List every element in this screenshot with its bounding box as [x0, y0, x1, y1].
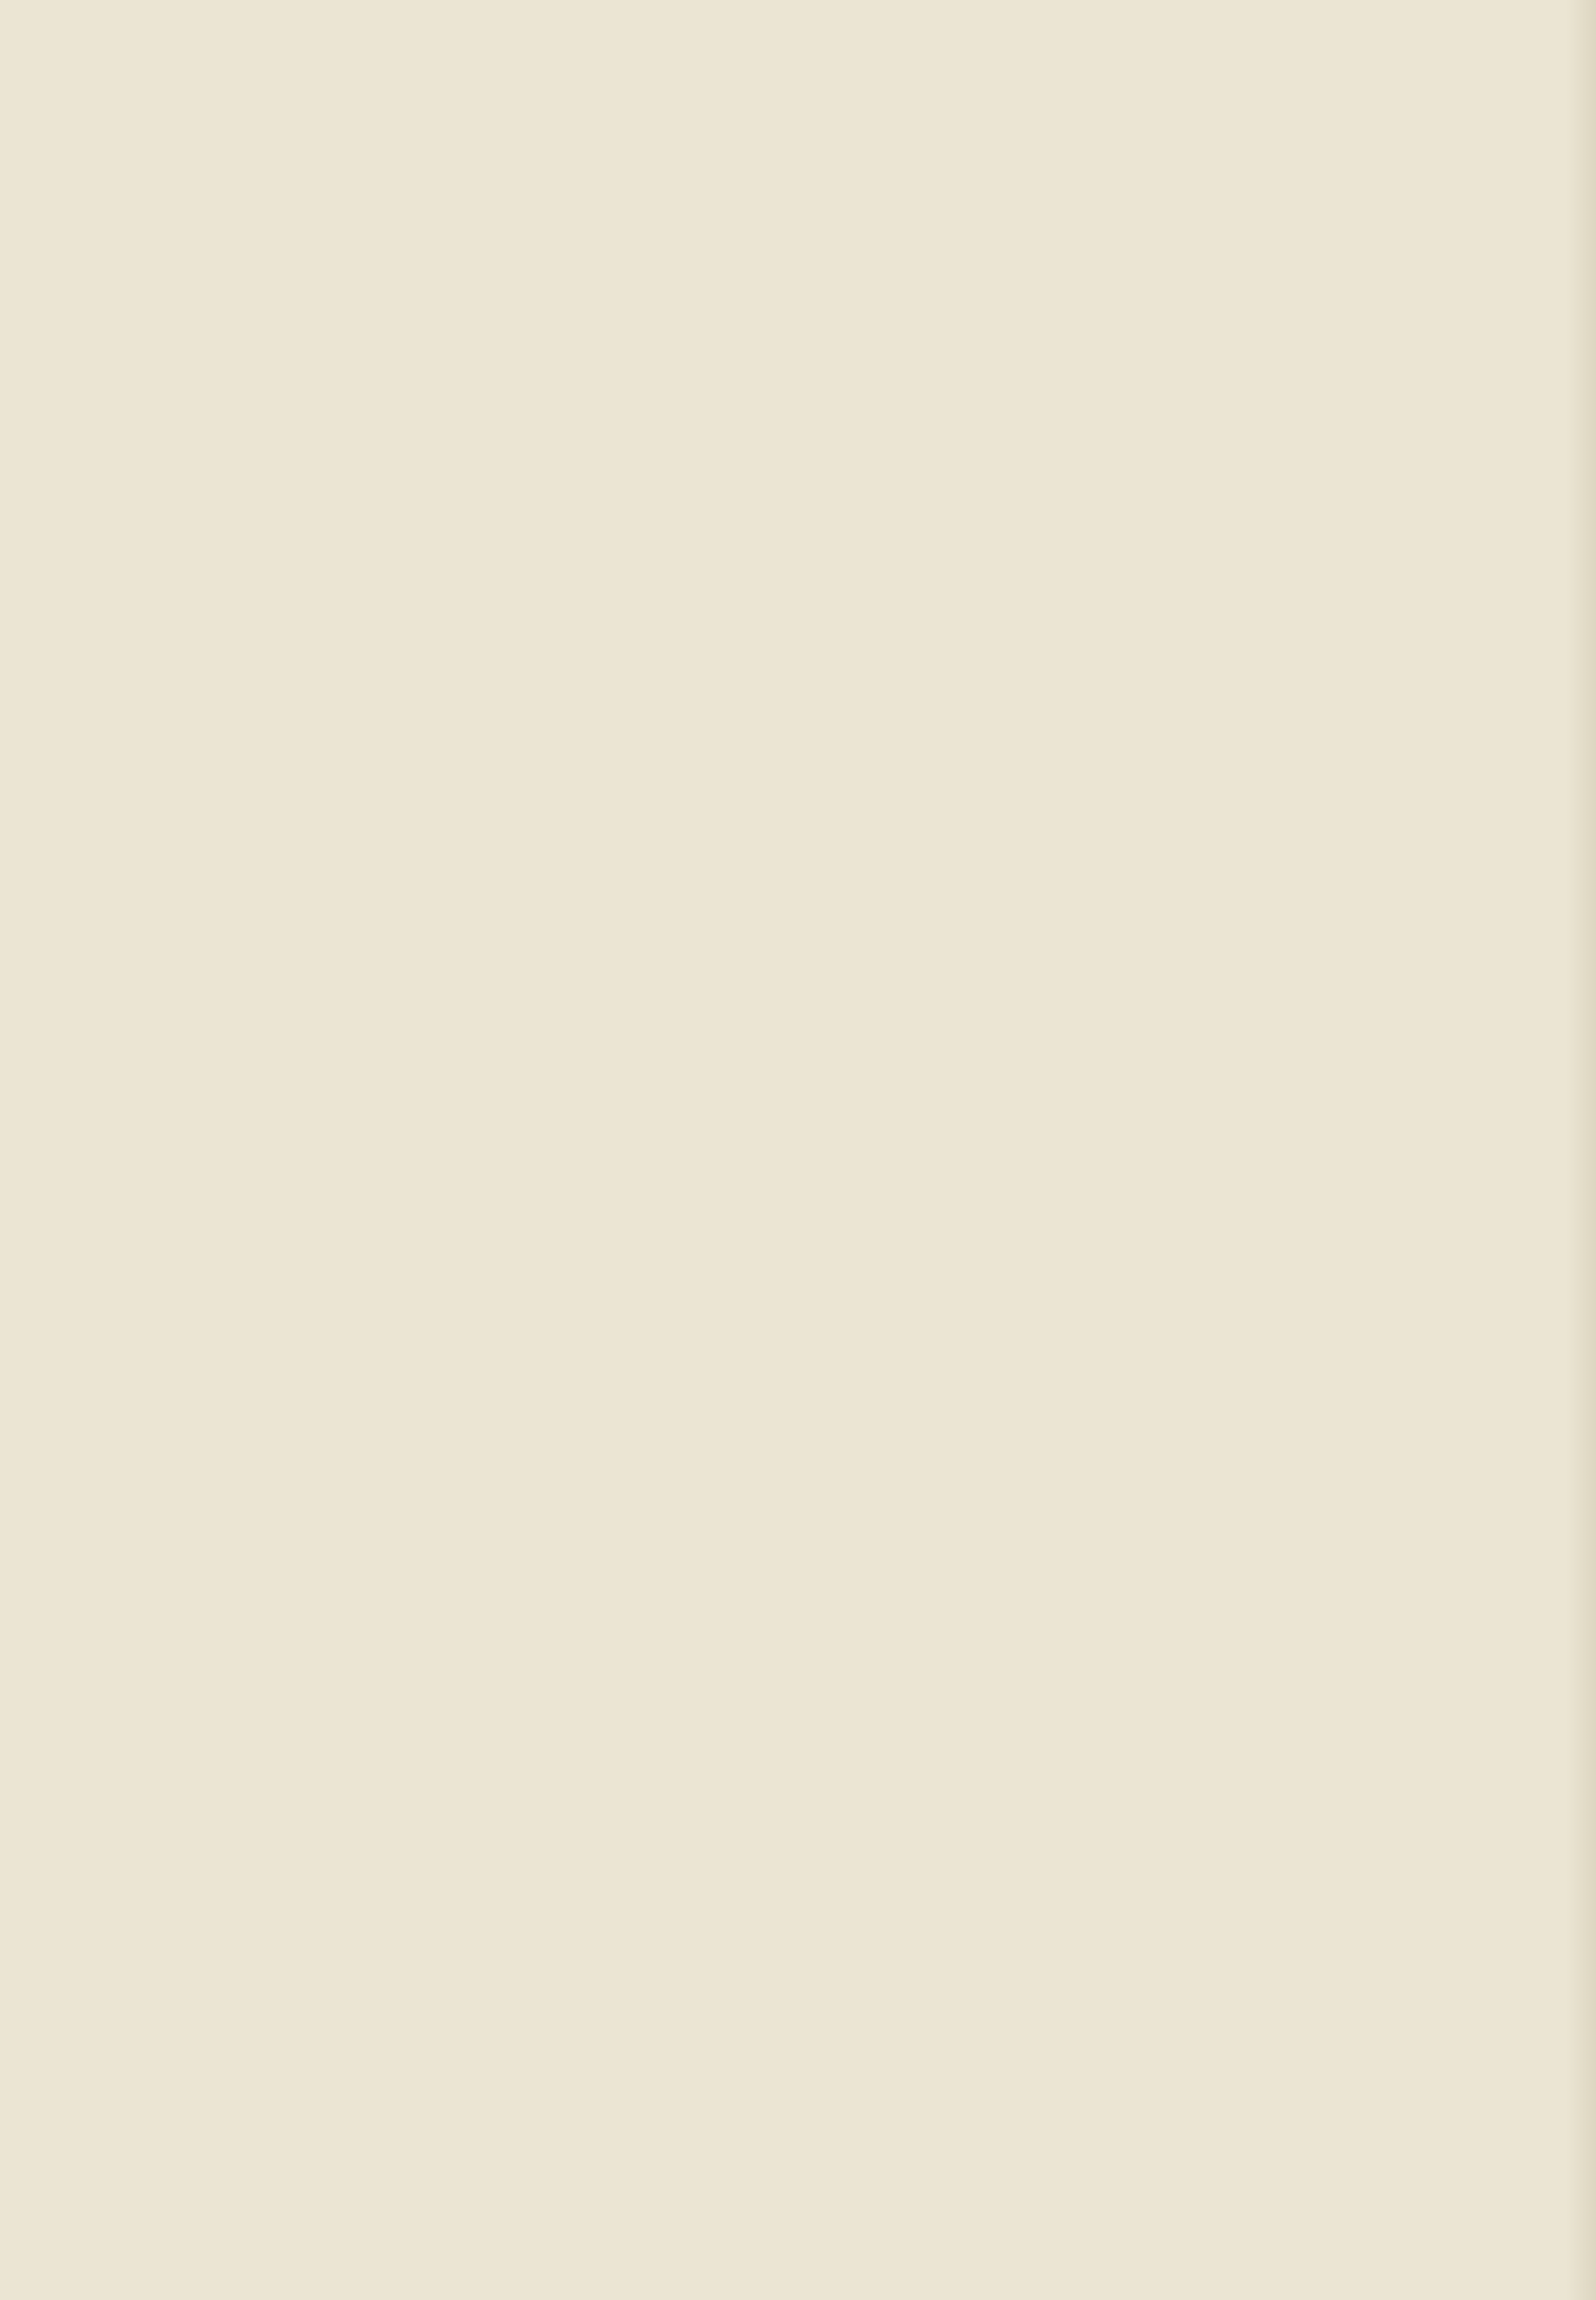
running-head [339, 125, 1331, 185]
page-edge-shadow [1566, 0, 1596, 2300]
